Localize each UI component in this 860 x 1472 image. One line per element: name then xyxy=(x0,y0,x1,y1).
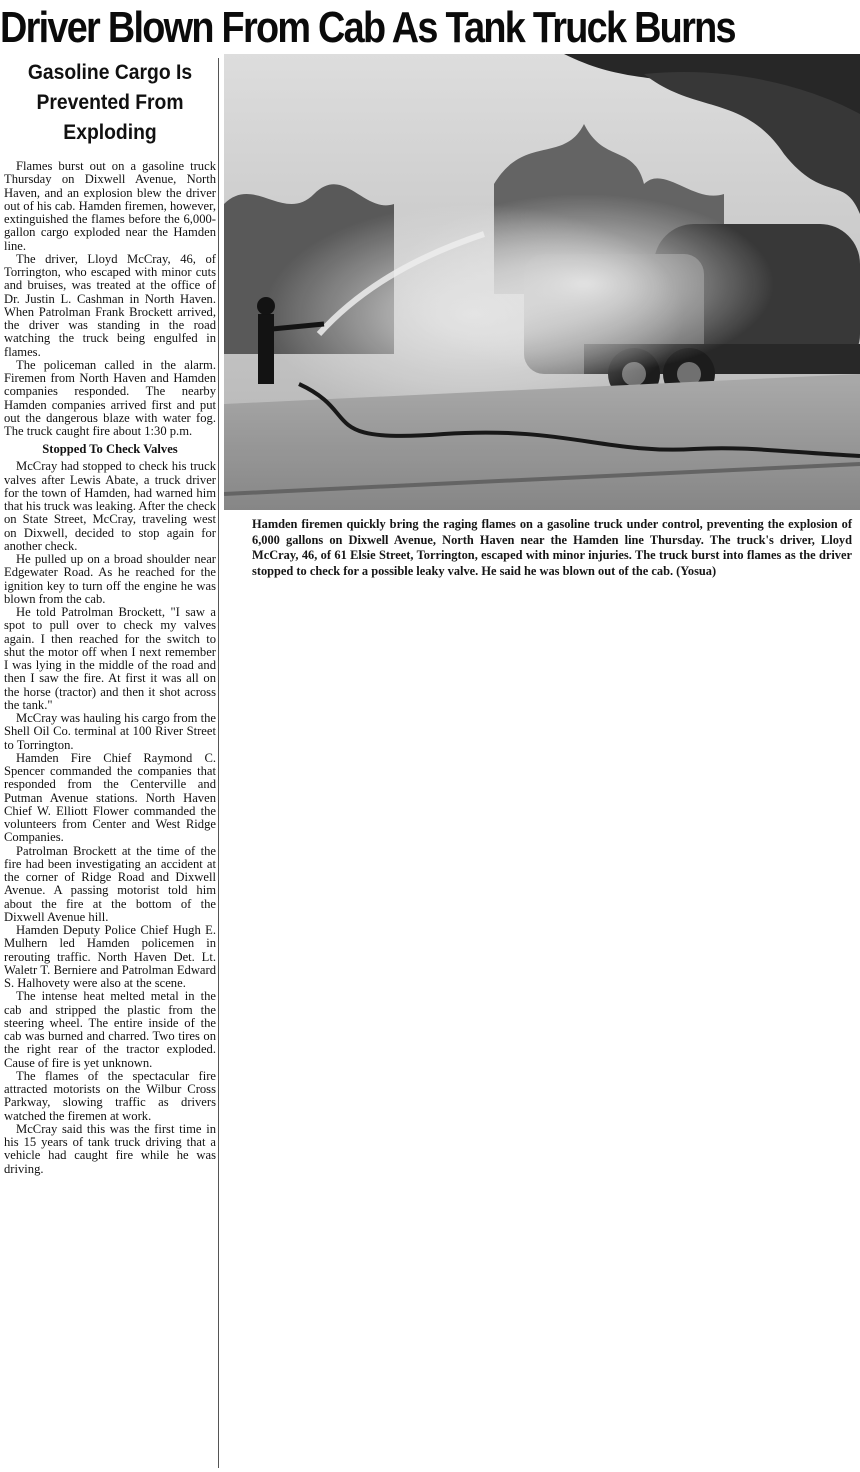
article-paragraph: The driver, Lloyd McCray, 46, of Torrington, who escaped with minor cuts and bruises, was treated at the office of Dr. Justin L. Cashman in North Haven. When Patrolman Frank Brockett arrived, the driver was standing in the road watching the truck being engulfed in flames. xyxy=(4,251,216,359)
article-paragraph: Patrolman Brockett at the time of the fire had been investigating an accident at the corner of Ridge Road and Dixwell Avenue. A passing motorist told him about the fire at the bottom of the Dixwell Avenue hill. xyxy=(4,843,216,924)
article-paragraph: The intense heat melted metal in the cab and stripped the plastic from the steering wheel. The entire inside of the cab was burned and charred. Two tires on the right rear of the tractor exploded. Cause of fire is yet unknown. xyxy=(4,989,216,1070)
article-paragraph: Hamden Deputy Police Chief Hugh E. Mulhern led Hamden policemen in rerouting traffic. North Haven Det. Lt. Waletr T. Berniere and Patrolman Edward S. Halhovety were also at the scene. xyxy=(4,923,216,990)
section-heading: Stopped To Check Valves xyxy=(42,442,178,457)
article-paragraph: Hamden Fire Chief Raymond C. Spencer commanded the companies that responded from the Centerville and Putman Avenue stations. North Haven Chief W. Elliott Flower commanded the volunteers from Center and West Ridge Companies. xyxy=(4,750,216,845)
subheadline: Gasoline Cargo Is Prevented From Exploding xyxy=(27,61,193,144)
article-paragraph: McCray had stopped to check his truck valves after Lewis Abate, a truck driver for the town of Hamden, had warned him that his truck was leaking. After the check on State Street, McCray, traveling west on Dixwell, decided to stop again for another check. xyxy=(4,459,216,553)
article-paragraph: Flames burst out on a gasoline truck Thursday on Dixwell Avenue, North Haven, and an explosion blew the driver out of his cab. Hamden firemen, however, extinguished the flames before the 6,000-gallon cargo exploded near the Hamden line. xyxy=(4,159,216,253)
photo-caption xyxy=(252,517,852,579)
article-body xyxy=(4,160,216,1176)
caption-text: Hamden firemen quickly bring the raging flames on a gasoline truck under control, preventing the explosion of 6,000 gallons on Dixwell Avenue, North Haven near the Hamden line Thursday. The truck's driver, Lloyd McCray, 46, of 61 Elsie Street, Torrington, escaped with minor injuries. The truck burst into flames as the driver stopped to check for a possible leaky valve. He said he was blown out of the cab. (Yosua) xyxy=(252,517,852,578)
article-paragraph: McCray was hauling his cargo from the Shell Oil Co. terminal at 100 River Street to Torrington. xyxy=(4,711,216,752)
article-paragraph: He told Patrolman Brockett, "I saw a spot to pull over to check my valves again. I then reached for the switch to shut the motor off when I next remember I was lying in the middle of the road and then I saw the fire. At first it was all on the horse (tractor) and then it shot across the tank." xyxy=(4,605,216,712)
column-divider xyxy=(218,58,219,1468)
article-paragraph: He pulled up on a broad shoulder near Edgewater Road. As he reached for the ignition key to turn off the engine he was blown from the cab. xyxy=(4,552,216,606)
news-photo xyxy=(224,54,860,510)
article-column xyxy=(4,58,216,1468)
article-paragraph: The policeman called in the alarm. Firemen from North Haven and Hamden companies responded. The nearby Hamden companies arrived first and put out the dangerous blaze with water fog. The truck caught fire about 1:30 p.m. xyxy=(4,357,216,438)
article-paragraph: McCray said this was the first time in his 15 years of tank truck driving that a vehicle had caught fire while he was driving. xyxy=(4,1121,216,1176)
article-paragraph: The flames of the spectacular fire attracted motorists on the Wilbur Cross Parkway, slowing traffic as drivers watched the firemen at work. xyxy=(4,1068,216,1123)
headline: Driver Blown From Cab As Tank Truck Burns xyxy=(0,3,735,52)
